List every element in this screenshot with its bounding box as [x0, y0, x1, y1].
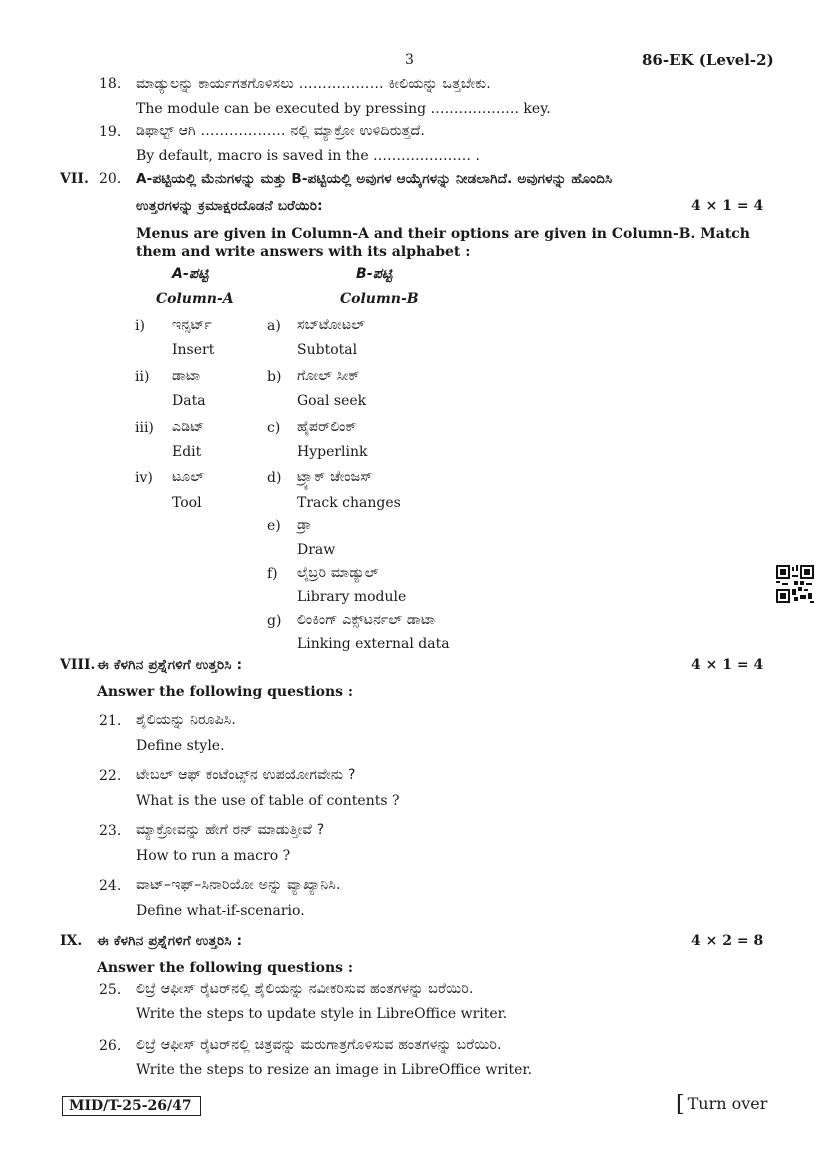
column-b-label: e) [267, 518, 281, 534]
column-b-label: b) [267, 369, 282, 385]
marks-allocation: 4 × 1 = 4 [691, 657, 764, 673]
question-english: Write the steps to resize an image in LibreOffice writer. [136, 1062, 533, 1078]
column-a-label: iv) [135, 470, 153, 486]
question-kannada: ಲಿಬ್ರೆ ಆಫೀಸ್ ರೈಟರ್‌ನಲ್ಲಿ ಚಿತ್ರವನ್ನು ಮರುಗಾತ್ರಗೊಳಿಸುವ ಹಂತಗಳನ್ನು ಬರೆಯಿರಿ. [136, 1037, 502, 1053]
column-b-item: Goal seek [297, 393, 367, 409]
question-number: 25. [99, 982, 122, 998]
question-number: 20. [99, 171, 122, 187]
question-english: The module can be executed by pressing ………………. key. [136, 101, 551, 117]
document-code: MID/T-25-26/47 [62, 1096, 201, 1116]
column-a-heading: Column-A [156, 291, 234, 307]
column-b-item-kn: ಸಬ್‌ಟೋಟಲ್ [297, 317, 365, 333]
column-a-item: Tool [172, 495, 202, 511]
question-number: 21. [99, 713, 122, 729]
column-b-item: Library module [297, 589, 407, 605]
section-heading-kn: ಈ ಕೆಳಗಿನ ಪ್ರಶ್ನೆಗಳಿಗೆ ಉತ್ತರಿಸಿ : [97, 933, 243, 949]
section-heading: Answer the following questions : [97, 684, 354, 700]
question-kannada: ಮ್ಯಾಕ್ರೋವನ್ನು ಹೇಗೆ ರನ್ ಮಾಡುತ್ತೀವೆ ? [136, 822, 325, 838]
question-english: Define style. [136, 738, 225, 754]
question-kannada: ಡಿಫಾಲ್ಟ್ ಆಗಿ ……………… ನಲ್ಲಿ ಮ್ಯಾಕ್ರೋ ಉಳಿದಿರುತ್ತದೆ. [136, 123, 426, 139]
column-b-item-kn: ಟ್ರ್ಯಾಕ್ ಚೇಂಜಸ್ [297, 469, 373, 485]
question-kannada: ಉತ್ತರಗಳನ್ನು ಕ್ರಮಾಕ್ಷರದೊಡನೆ ಬರೆಯಿರಿ: [136, 198, 323, 214]
column-b-item-kn: ಡ್ರಾ [297, 517, 312, 533]
column-b-label: f) [267, 566, 278, 582]
column-b-heading: Column-B [340, 291, 419, 307]
column-a-item: Edit [172, 444, 202, 460]
question-english: By default, macro is saved in the ………………… . [136, 148, 480, 164]
section-roman: VIII. [60, 657, 96, 673]
question-kannada: ಮಾಡ್ಯುಲನ್ನು ಕಾರ್ಯಗತಗೊಳಿಸಲು ……………… ಕೀಲಿಯನ್ನು ಒತ್ತಬೇಕು. [136, 76, 491, 92]
column-a-item-kn: ಇನ್ಸರ್ಟ್ [172, 317, 212, 333]
column-a-heading-kn: A-ಪಟ್ಟಿ [172, 266, 209, 282]
column-b-label: a) [267, 318, 281, 334]
column-b-label: g) [267, 613, 282, 629]
column-b-item: Subtotal [297, 342, 358, 358]
question-number: 23. [99, 823, 122, 839]
question-kannada: ಲಿಬ್ರೆ ಆಫೀಸ್ ರೈಟರ್‌ನಲ್ಲಿ ಶೈಲಿಯನ್ನು ನವೀಕರಿಸುವ ಹಂತಗಳನ್ನು ಬರೆಯಿರಿ. [136, 981, 474, 997]
section-roman: VII. [60, 171, 89, 187]
question-number: 26. [99, 1038, 122, 1054]
section-heading: Answer the following questions : [97, 960, 354, 976]
marks-allocation: 4 × 2 = 8 [691, 933, 764, 949]
paper-code: 86-EK (Level-2) [642, 51, 774, 69]
question-english: Define what-if-scenario. [136, 903, 305, 919]
section-roman: IX. [60, 933, 83, 949]
question-english: How to run a macro ? [136, 848, 291, 864]
column-a-label: ii) [135, 369, 150, 385]
question-number: 18. [99, 76, 122, 92]
qr-code-icon [776, 565, 814, 603]
column-b-item-kn: ಲೈಬ್ರರಿ ಮಾಡ್ಯುಲ್ [297, 565, 379, 581]
page-number: 3 [405, 52, 414, 68]
column-b-item-kn: ಲಿಂಕಿಂಗ್ ಎಕ್ಸ್‌ಟರ್ನಲ್ ಡಾಟಾ [297, 612, 436, 628]
column-a-item: Data [172, 393, 206, 409]
column-b-item: Hyperlink [297, 444, 368, 460]
column-b-item-kn: ಗೋಲ್ ಸೀಕ್ [297, 368, 360, 384]
question-english: Write the steps to update style in LibreOffice writer. [136, 1006, 508, 1022]
column-b-item: Draw [297, 542, 336, 558]
question-english: them and write answers with its alphabet : [136, 244, 471, 260]
question-kannada: A-ಪಟ್ಟಿಯಲ್ಲಿ ಮೆನುಗಳನ್ನು ಮತ್ತು B-ಪಟ್ಟಿಯಲ್ಲಿ ಅವುಗಳ ಆಯ್ಕೆಗಳನ್ನು ನೀಡಲಾಗಿದೆ. ಅವುಗಳನ್ನು ಹೊಂದಿಸಿ [136, 171, 613, 187]
turn-over-text: Turn over [687, 1094, 768, 1113]
column-a-item-kn: ಟೂಲ್ [172, 469, 205, 485]
question-english: Menus are given in Column-A and their options are given in Column-B. Match [136, 226, 750, 242]
column-a-label: iii) [135, 420, 154, 436]
column-b-label: c) [267, 420, 281, 436]
turn-over-note: [ Turn over [676, 1092, 768, 1117]
column-b-item-kn: ಹೈಪರ್‌ಲಿಂಕ್ [297, 419, 357, 435]
column-b-heading-kn: B-ಪಟ್ಟಿ [356, 266, 393, 282]
column-a-item-kn: ಎಡಿಟ್ [172, 419, 205, 435]
column-b-item: Track changes [297, 495, 401, 511]
question-number: 19. [99, 124, 122, 140]
question-english: What is the use of table of contents ? [136, 793, 400, 809]
question-kannada: ವಾಟ್–ಇಫ್–ಸಿನಾರಿಯೋ ಅನ್ನು ವ್ಯಾಖ್ಯಾನಿಸಿ. [136, 877, 341, 893]
section-heading-kn: ಈ ಕೆಳಗಿನ ಪ್ರಶ್ನೆಗಳಿಗೆ ಉತ್ತರಿಸಿ : [97, 657, 243, 673]
column-b-item: Linking external data [297, 636, 450, 652]
question-kannada: ಶೈಲಿಯನ್ನು ನಿರೂಪಿಸಿ. [136, 712, 237, 728]
column-b-label: d) [267, 470, 282, 486]
marks-allocation: 4 × 1 = 4 [691, 198, 764, 214]
question-number: 22. [99, 768, 122, 784]
column-a-item: Insert [172, 342, 215, 358]
question-kannada: ಟೇಬಲ್ ಆಫ್ ಕಂಟೆಂಟ್ಸ್‌ನ ಉಪಯೋಗವೇನು ? [136, 767, 356, 783]
question-number: 24. [99, 878, 122, 894]
column-a-label: i) [135, 318, 145, 334]
column-a-item-kn: ಡಾಟಾ [172, 368, 201, 384]
